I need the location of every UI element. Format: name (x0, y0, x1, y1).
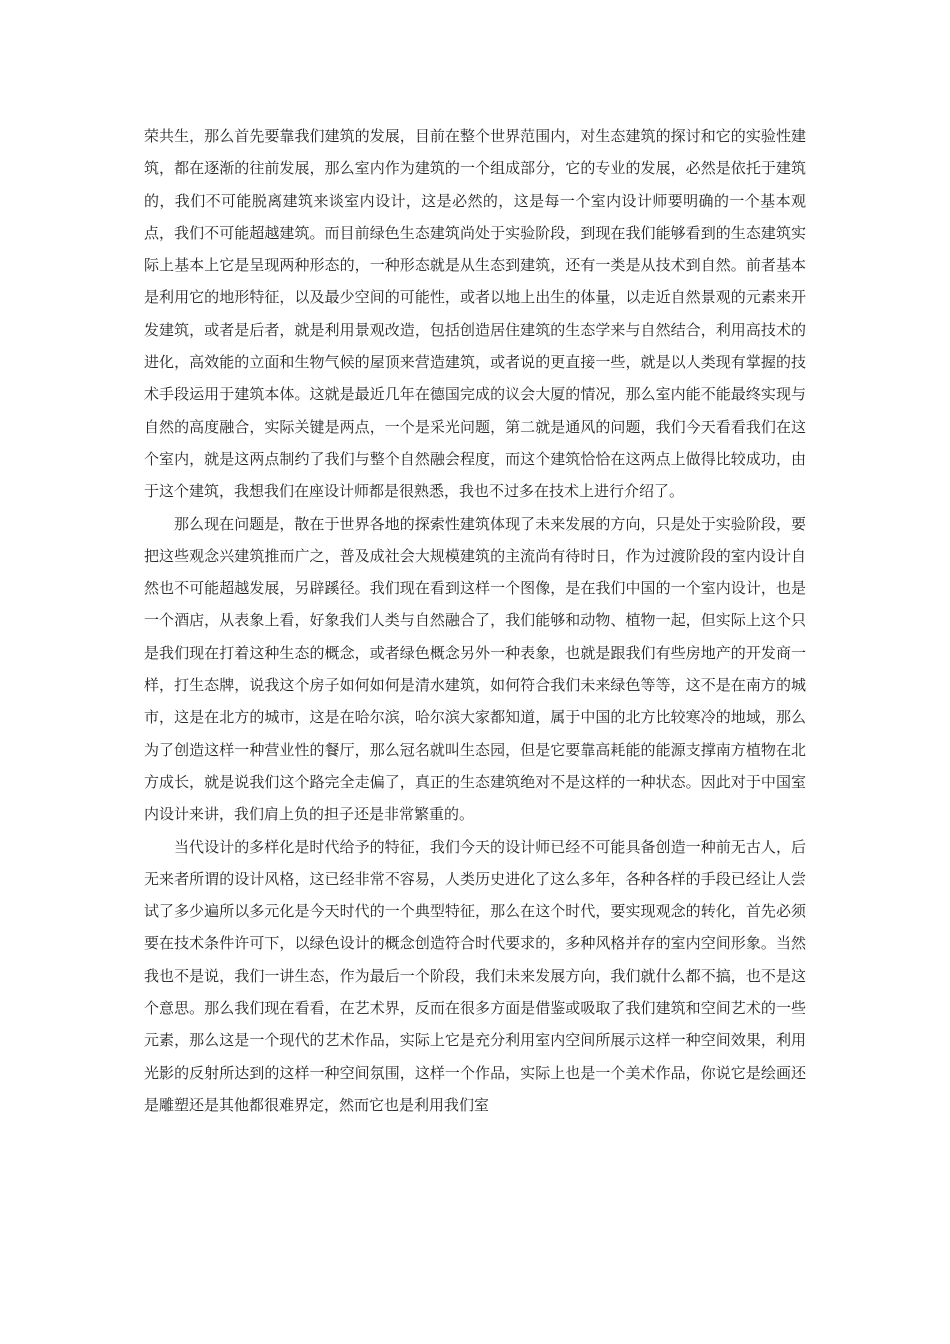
paragraph-1: 荣共生，那么首先要靠我们建筑的发展，目前在整个世界范围内，对生态建筑的探讨和它的实验性建筑，都在逐渐的往前发展，那么室内作为建筑的一个组成部分，它的专业的发展，必然是依托于建筑的，我们不可能脱离建筑来谈室内设计，这是必然的，这是每一个室内设计师要明确的一个基本观点，我们不可能超越建筑。而目前绿色生态建筑尚处于实验阶段，到现在我们能够看到的生态建筑实际上基本上它是呈现两种形态的，一种形态就是从生态到建筑，还有一类是从技术到自然。前者基本是利用它的地形特征，以及最少空间的可能性，或者以地上出生的体量，以走近自然景观的元素来开发建筑，或者是后者，就是利用景观改造，包括创造居住建筑的生态学来与自然结合，利用高技术的进化，高效能的立面和生物气候的屋顶来营造建筑，或者说的更直接一些，就是以人类现有掌握的技术手段运用于建筑本体。这就是最近几年在德国完成的议会大厦的情况，那么室内能不能最终实现与自然的高度融合，实际关键是两点，一个是采光问题，第二就是通风的问题，我们今天看看我们在这个室内，就是这两点制约了我们与整个自然融会程度，而这个建筑恰恰在这两点上做得比较成功，由于这个建筑，我想我们在座设计师都是很熟悉，我也不过多在技术上进行介绍了。 (144, 127, 806, 501)
paragraph-3: 当代设计的多样化是时代给予的特征，我们今天的设计师已经不可能具备创造一种前无古人，后无来者所谓的设计风格，这已经非常不容易，人类历史进化了这么多年，各种各样的手段已经让人尝试了多少遍所以多元化是今天时代的一个典型特征，那么在这个时代，要实现观念的转化，首先必须要在技术条件许可下，以绿色设计的概念创造符合时代要求的，多种风格并存的室内空间形象。当然我也不是说，我们一讲生态，作为最后一个阶段，我们未来发展方向，我们就什么都不搞，也不是这个意思。那么我们现在看看，在艺术界，反而在很多方面是借鉴或吸取了我们建筑和空间艺术的一些元素，那么这是一个现代的艺术作品，实际上它是充分利用室内空间所展示这样一种空间效果，利用光影的反射所达到的这样一种空间氛围，这样一个作品，实际上也是一个美术作品，你说它是绘画还是雕塑还是其他都很难界定，然而它也是利用我们室 (144, 837, 806, 1114)
paragraph-2: 那么现在问题是，散在于世界各地的探索性建筑体现了未来发展的方向，只是处于实验阶段，要把这些观念兴建筑推而广之，普及成社会大规模建筑的主流尚有待时日，作为过渡阶段的室内设计自然也不可能超越发展，另辟蹊径。我们现在看到这样一个图像，是在我们中国的一个室内设计，也是一个酒店，从表象上看，好象我们人类与自然融合了，我们能够和动物、植物一起，但实际上这个只是我们现在打着这种生态的概念，或者绿色概念另外一种表象，也就是跟我们有些房地产的开发商一样，打生态牌，说我这个房子如何如何是清水建筑，如何符合我们未来绿色等等，这不是在南方的城市，这是在北方的城市，这是在哈尔滨，哈尔滨大家都知道，属于中国的北方比较寒冷的地域，那么为了创造这样一种营业性的餐厅，那么冠名就叫生态园，但是它要靠高耗能的能源支撑南方植物在北方成长，就是说我们这个路完全走偏了，真正的生态建筑绝对不是这样的一种状态。因此对于中国室内设计来讲，我们肩上负的担子还是非常繁重的。 (144, 514, 806, 824)
